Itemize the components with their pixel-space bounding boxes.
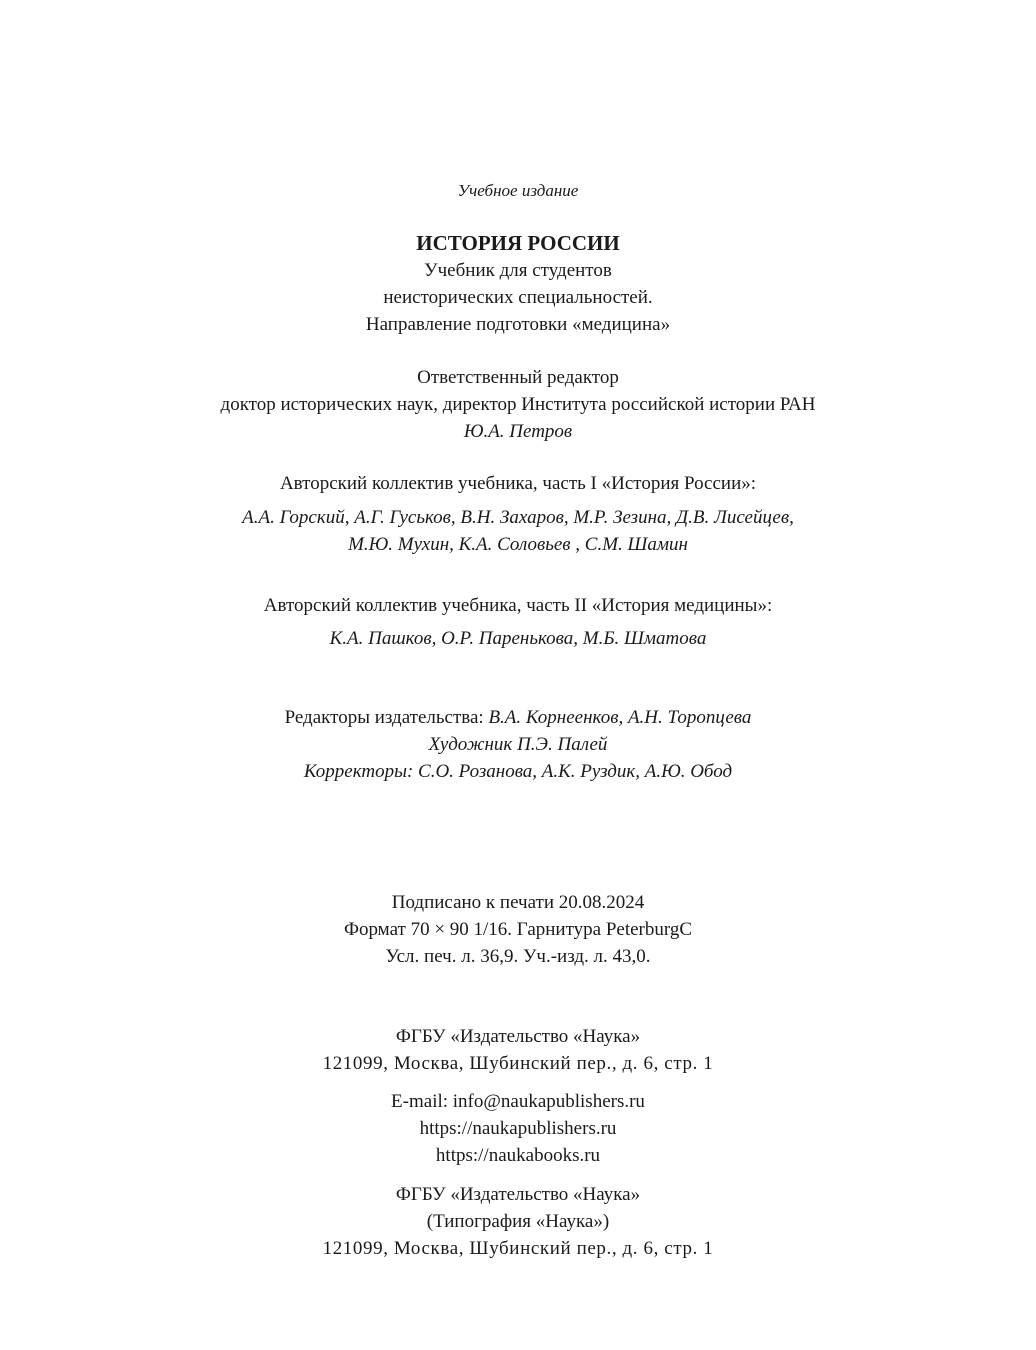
print-sheets: Усл. печ. л. 36,9. Уч.-изд. л. 43,0. bbox=[385, 946, 651, 967]
publisher-address: 121099, Москва, Шубинский пер., д. 6, стр. 1 bbox=[322, 1053, 714, 1074]
authors-part2-heading: Авторский коллектив учебника, часть II «История медицины»: bbox=[263, 595, 773, 616]
book-title: ИСТОРИЯ РОССИИ bbox=[416, 231, 620, 255]
subtitle-line-3: Направление подготовки «медицина» bbox=[365, 314, 671, 335]
publisher-email: E-mail: info@naukapublishers.ru bbox=[391, 1091, 645, 1112]
print-format: Формат 70 × 90 1/16. Гарнитура PeterburgC bbox=[343, 919, 693, 940]
correctors-credit: Корректоры: С.О. Розанова, А.К. Руздик, А.Ю. Обод bbox=[303, 761, 733, 782]
authors-part2-names: К.А. Пашков, О.Р. Паренькова, М.Б. Шматова bbox=[329, 628, 707, 649]
artist-credit: Художник П.Э. Палей bbox=[428, 734, 608, 755]
publisher-website-1: https://naukapublishers.ru bbox=[419, 1118, 617, 1139]
publisher-name: ФГБУ «Издательство «Наука» bbox=[395, 1026, 641, 1047]
authors-part1-heading: Авторский коллектив учебника, часть I «История России»: bbox=[279, 473, 757, 494]
authors-part1-names-line1: А.А. Горский, А.Г. Гуськов, В.Н. Захаров, М.Р. Зезина, Д.В. Лисейцев, bbox=[242, 507, 794, 528]
typography-subname: (Типография «Наука») bbox=[426, 1211, 610, 1232]
signed-to-print: Подписано к печати 20.08.2024 bbox=[391, 892, 645, 913]
subtitle-line-1: Учебник для студентов bbox=[424, 260, 612, 281]
edition-label: Учебное издание bbox=[457, 181, 579, 200]
responsible-editor-name: Ю.А. Петров bbox=[463, 421, 573, 442]
responsible-editor-heading: Ответственный редактор bbox=[417, 367, 619, 388]
publisher-editors-names: В.А. Корнеенков, А.Н. Торопцева bbox=[488, 707, 752, 728]
authors-part1-names-line2: М.Ю. Мухин, К.А. Соловьев , С.М. Шамин bbox=[348, 534, 688, 555]
publisher-website-2: https://naukabooks.ru bbox=[435, 1145, 601, 1166]
typography-name: ФГБУ «Издательство «Наука» bbox=[395, 1184, 641, 1205]
publisher-editors bbox=[0, 705, 1036, 731]
subtitle-line-2: неисторических специальностей. bbox=[383, 287, 653, 308]
typography-address: 121099, Москва, Шубинский пер., д. 6, стр. 1 bbox=[322, 1238, 714, 1259]
publisher-editors-label: Редакторы издательства: bbox=[284, 707, 484, 728]
responsible-editor-credentials: доктор исторических наук, директор Института российской истории РАН bbox=[220, 394, 816, 415]
